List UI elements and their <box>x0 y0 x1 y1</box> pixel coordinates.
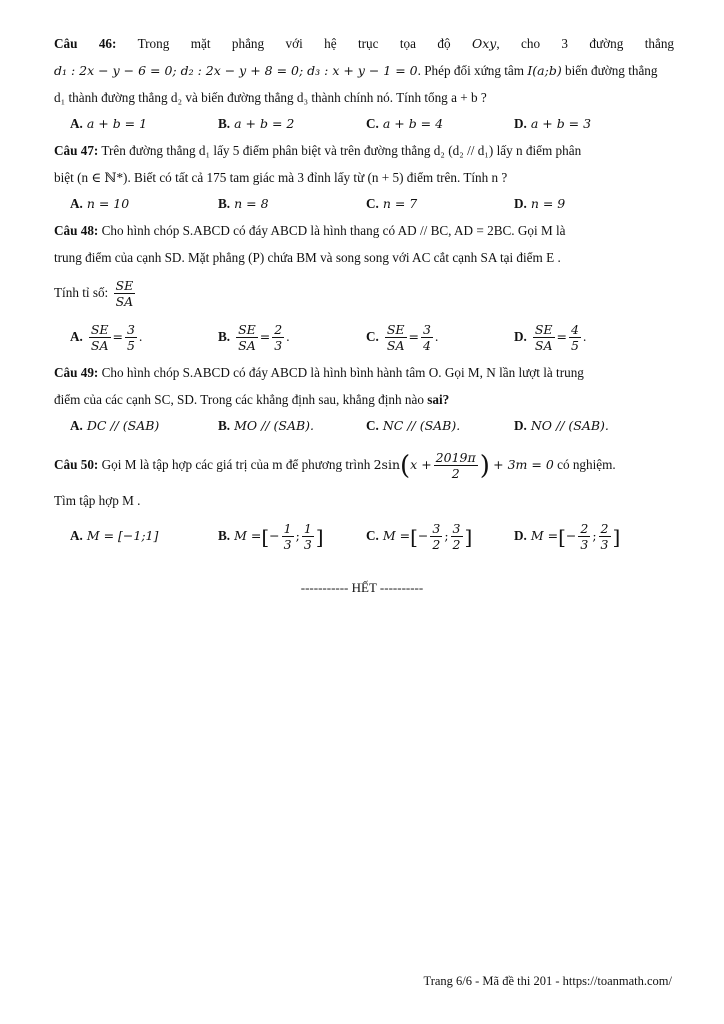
q49-options <box>54 413 674 439</box>
q50-eq-pre: 2sin <box>373 457 401 472</box>
q48-text: Cho hình chóp S.ABCD có đáy ABCD là hình thang có AD // BC, AD = 2BC. Gọi M là <box>101 223 566 238</box>
q50-line1: Câu 50: Gọi M là tập hợp các giá trị của m để phương trình 2sin(x + $\frac{2019\pi}{2}$ ) + 3m = 0 có nghiệm. <box>54 450 616 482</box>
q48-line3 <box>54 271 674 315</box>
q48-line1 <box>54 217 674 244</box>
q50-option-d[interactable]: D. M =[− $\frac{2}{3}$ ; $\frac{2}{3}$ ] <box>514 521 621 553</box>
q47-label: Câu 47: <box>54 143 99 158</box>
exam-content <box>54 30 674 558</box>
q47-options <box>54 191 674 217</box>
q48-ratio: $\frac{SE}{SA}$ <box>115 278 134 310</box>
page-footer: Trang 6/6 - Mã đề thi 201 - https://toanmath.com/ <box>423 974 672 988</box>
q46-option-c[interactable]: C. a + b = 4 <box>366 116 444 131</box>
q50-eq-x: x + <box>410 457 432 472</box>
q46-option-a[interactable]: A. a + b = 1 <box>70 116 148 131</box>
q46-oxy: Oxy <box>471 36 497 51</box>
q46-text2b: biến đường thẳng <box>565 63 658 78</box>
q46-line1 <box>54 30 674 57</box>
q49-text: Cho hình chóp S.ABCD có đáy ABCD là hình bình hành tâm O. Gọi M, N lần lượt là trung <box>101 365 584 380</box>
q48-option-d[interactable]: D. $\frac{SE}{SA}$ = $\frac{4}{5}$ . <box>514 322 587 354</box>
q47-option-b[interactable]: B. n = 8 <box>218 196 269 211</box>
q50-text-b: có nghiệm. <box>557 457 616 472</box>
q47-option-c[interactable]: C. n = 7 <box>366 196 418 211</box>
q48-option-c[interactable]: C. $\frac{SE}{SA}$ = $\frac{3}{4}$ . <box>366 322 439 354</box>
q46-center: I(a;b) <box>527 63 562 78</box>
q48-text3: Tính tỉ số: <box>54 285 109 300</box>
q47-line1 <box>54 137 674 164</box>
q46-label: Câu 46: <box>54 36 117 51</box>
q47-line2: biệt (n ∈ ℕ*). Biết có tất cả 175 tam giác mà 3 đỉnh lấy từ (n + 5) điểm trên. Tính n ? <box>54 170 508 185</box>
q50-eq-frac: $\frac{2019\pi}{2}$ <box>435 450 476 482</box>
q46-option-b[interactable]: B. a + b = 2 <box>218 116 295 131</box>
q48-label: Câu 48: <box>54 223 99 238</box>
q50-option-c[interactable]: C. M =[− $\frac{3}{2}$ ; $\frac{3}{2}$ ] <box>366 521 473 553</box>
end-marker: ----------- HẾT ---------- <box>300 580 424 595</box>
q48-line2: trung điểm của cạnh SD. Mặt phẳng (P) chứa BM và song song với AC cắt cạnh SA tại điểm E . <box>54 250 561 265</box>
q50-line2: Tìm tập hợp M . <box>54 493 141 508</box>
q49-line2 <box>54 386 674 413</box>
q46-lines-eq: d₁ : 2x − y − 6 = 0; d₂ : 2x − y + 8 = 0; d₃ : x + y − 1 = 0 <box>54 63 418 78</box>
q48-option-b[interactable]: B. $\frac{SE}{SA}$ = $\frac{2}{3}$ . <box>218 322 290 354</box>
q46-text2: . Phép đối xứng tâm <box>417 63 525 78</box>
q46-text: Trong mặt phẳng với hệ trục tọa độ <box>137 36 451 51</box>
q47-text: Trên đường thẳng d₁ lấy 5 điểm phân biệt và trên đường thẳng d₂ (d₂ // d₁) lấy n điểm phân <box>101 143 582 158</box>
q50-text: Gọi M là tập hợp các giá trị của m để phương trình <box>101 457 371 472</box>
q50-eq-post: + 3m = 0 <box>493 457 554 472</box>
q46-line2 <box>54 57 674 84</box>
q49-text2: điểm của các cạnh SC, SD. Trong các khẳng định sau, khẳng định nào <box>54 392 424 407</box>
q49-line1 <box>54 359 674 386</box>
q46-text-b: , cho 3 đường thẳng <box>496 36 675 51</box>
q49-label: Câu 49: <box>54 365 99 380</box>
q46-option-d[interactable]: D. a + b = 3 <box>514 116 592 131</box>
q48-options <box>54 315 674 359</box>
q50-options <box>54 514 674 558</box>
q50-option-a[interactable]: A. M = [−1;1] <box>70 528 159 543</box>
q48-option-a[interactable]: A. $\frac{SE}{SA}$ = $\frac{3}{5}$ . <box>70 322 143 354</box>
q49-option-c[interactable]: C. NC // (SAB). <box>366 418 461 433</box>
q46-options <box>54 111 674 137</box>
q49-sai: sai? <box>427 392 450 407</box>
q47-option-a[interactable]: A. n = 10 <box>70 196 130 211</box>
q49-option-a[interactable]: A. DC // (SAB) <box>70 418 160 433</box>
q46-line3: d₁ thành đường thẳng d₂ và biến đường thẳng d₃ thành chính nó. Tính tổng a + b ? <box>54 90 487 105</box>
q47-option-d[interactable]: D. n = 9 <box>514 196 566 211</box>
q49-option-d[interactable]: D. NO // (SAB). <box>514 418 609 433</box>
q50-option-b[interactable]: B. M =[− $\frac{1}{3}$ ; $\frac{1}{3}$ ] <box>218 521 324 553</box>
q49-option-b[interactable]: B. MO // (SAB). <box>218 418 315 433</box>
q50-label: Câu 50: <box>54 457 99 472</box>
